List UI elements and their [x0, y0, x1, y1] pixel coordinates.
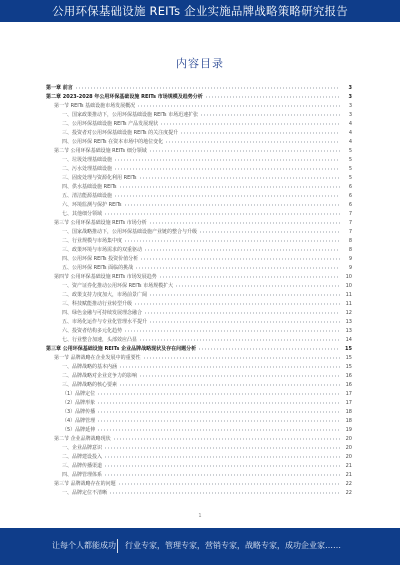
toc-entry[interactable]	[46, 489, 352, 497]
toc-leader-dots	[113, 438, 340, 440]
toc-entry[interactable]	[46, 165, 352, 173]
toc-entry-page: 6	[348, 202, 352, 208]
toc-entry-label: 四、公用环保 REITs 在资本市场中的地位变化	[62, 139, 164, 145]
toc-entry[interactable]	[46, 345, 352, 353]
toc-entry[interactable]	[46, 309, 352, 317]
toc-leader-dots	[75, 87, 340, 89]
toc-leader-dots	[139, 177, 340, 179]
toc-entry-page: 3	[348, 85, 352, 91]
toc-leader-dots	[165, 141, 340, 143]
toc-entry[interactable]	[46, 147, 352, 155]
toc-entry[interactable]	[46, 264, 352, 272]
toc-leader-dots	[134, 303, 340, 305]
toc-leader-dots	[114, 195, 340, 197]
toc-entry-label: 七、其他细分领域	[62, 211, 103, 217]
toc-leader-dots	[104, 213, 340, 215]
toc-heading: 内容目录	[176, 57, 224, 70]
toc-entry[interactable]	[46, 138, 352, 146]
toc-leader-dots	[199, 231, 340, 233]
toc-entry-page: 22	[345, 490, 352, 496]
toc-leader-dots	[175, 285, 340, 287]
toc-entry[interactable]	[46, 219, 352, 227]
toc-leader-dots	[144, 249, 340, 251]
toc-leader-dots	[124, 204, 340, 206]
toc-entry[interactable]	[46, 471, 352, 479]
toc-entry-label: 四、公用环保 REITs 投资价值分析	[62, 256, 139, 262]
toc-entry-label: 第二节 企业品牌战略现状	[54, 436, 111, 442]
toc-leader-dots	[140, 258, 340, 260]
toc-entry-page: 5	[348, 148, 352, 154]
toc-leader-dots	[135, 267, 340, 269]
toc-leader-dots	[144, 312, 340, 314]
toc-entry-page: 3	[348, 94, 352, 100]
report-title: 公用环保基础设施 REITs 企业实施品牌战略策略研究报告	[52, 4, 348, 18]
footer-slogan: 让每个人都能成功	[52, 541, 116, 550]
toc-entry-label: 七、行业整合加速，头部效应凸显	[62, 337, 138, 343]
toc-entry[interactable]	[46, 318, 352, 326]
toc-entry[interactable]	[46, 255, 352, 263]
toc-entry-page: 20	[345, 454, 352, 460]
toc-entry-label: 三、科技赋能推动行业转型升级	[62, 301, 133, 307]
toc-entry-label: 二、污水处理基础设施	[62, 166, 113, 172]
toc-entry-page: 4	[348, 139, 352, 145]
toc-entry-page: 3	[348, 103, 352, 109]
toc-entry-label: 第三节 品牌战略存在的问题	[54, 481, 116, 487]
footer-bar	[0, 528, 400, 565]
toc-entry-label: 三、品牌战略的核心要素	[62, 382, 118, 388]
toc-leader-dots	[200, 114, 340, 116]
toc-leader-dots	[180, 132, 340, 134]
toc-entry-label: 第三节 公用环保基础设施 REITs 市场分析	[54, 220, 147, 226]
toc-entry-label: 五、清洁能源基础设施	[62, 193, 113, 199]
toc-entry[interactable]	[46, 201, 352, 209]
toc-leader-dots	[149, 294, 340, 296]
toc-entry[interactable]	[46, 156, 352, 164]
footer-divider	[117, 539, 118, 553]
toc-entry-page: 13	[345, 328, 352, 334]
toc-entry[interactable]	[46, 399, 352, 407]
toc-entry-page: 16	[345, 382, 352, 388]
toc-leader-dots	[118, 483, 340, 485]
toc-entry-label: 一、品牌定位不清晰	[62, 490, 108, 496]
toc-entry-page: 21	[345, 472, 352, 478]
table-of-contents	[46, 84, 352, 504]
toc-entry[interactable]	[46, 111, 352, 119]
toc-entry-label: 第一节 品牌战略在企业发展中的重要性	[54, 355, 141, 361]
toc-entry-label: 第四节 公用环保基础设施 REITs 市场发展趋势	[54, 274, 157, 280]
toc-entry-page: 17	[345, 391, 352, 397]
toc-entry[interactable]	[46, 174, 352, 182]
toc-entry-label: 四、供水基础设施 REITs	[62, 184, 117, 190]
toc-entry-label: 四、绿色金融与可持续发展理念融合	[62, 310, 143, 316]
toc-leader-dots	[119, 186, 340, 188]
toc-entry-page: 8	[348, 247, 352, 253]
toc-entry-label: （1）品牌定位	[62, 391, 96, 397]
toc-entry[interactable]	[46, 480, 352, 488]
toc-entry-label: 二、行业规模与市场集中度	[62, 238, 123, 244]
header-bar	[0, 0, 400, 22]
toc-leader-dots	[97, 402, 340, 404]
toc-entry[interactable]	[46, 120, 352, 128]
toc-entry[interactable]	[46, 237, 352, 245]
toc-entry-label: 第二章 2023-2028 年公用环保基础设施 REITs 市场规模及趋势分析	[46, 94, 203, 100]
page-number: 1	[198, 513, 202, 519]
toc-entry[interactable]	[46, 435, 352, 443]
toc-entry-label: 三、固废处理与资源化利用 REITs	[62, 175, 137, 181]
toc-leader-dots	[119, 384, 340, 386]
toc-entry-label: 一、国家战略推动下，公用环保基础设施产业链的整合与升级	[62, 229, 198, 235]
toc-entry[interactable]	[46, 93, 352, 101]
toc-entry-page: 10	[345, 283, 352, 289]
toc-leader-dots	[104, 474, 340, 476]
toc-entry-page: 5	[348, 166, 352, 172]
toc-entry-page: 20	[345, 445, 352, 451]
toc-entry-page: 15	[345, 364, 352, 370]
toc-entry[interactable]	[46, 246, 352, 254]
toc-entry[interactable]	[46, 228, 352, 236]
toc-entry-page: 17	[345, 400, 352, 406]
toc-entry-label: 五、市场化运作与专业化管理水平提升	[62, 319, 148, 325]
toc-entry-label: 第一章 前言	[46, 85, 73, 91]
toc-leader-dots	[97, 411, 340, 413]
toc-entry-label: 一、品牌战略的基本内涵	[62, 364, 118, 370]
toc-entry-label: 二、公用环保基础设施 REITs 产品发展现状	[62, 121, 159, 127]
toc-leader-dots	[149, 222, 340, 224]
toc-entry-page: 4	[348, 121, 352, 127]
toc-entry[interactable]	[46, 183, 352, 191]
toc-entry[interactable]	[46, 300, 352, 308]
toc-entry-label: 六、环境监测与保护 REITs	[62, 202, 122, 208]
toc-entry-page: 18	[345, 409, 352, 415]
toc-leader-dots	[137, 105, 340, 107]
toc-entry-page: 7	[348, 229, 352, 235]
toc-entry-label: （3）品牌传播	[62, 409, 96, 415]
toc-leader-dots	[124, 330, 340, 332]
toc-entry[interactable]	[46, 84, 352, 92]
toc-entry-label: 二、品牌战略对企业竞争力的影响	[62, 373, 138, 379]
toc-entry[interactable]	[46, 192, 352, 200]
toc-entry[interactable]	[46, 291, 352, 299]
toc-entry-page: 14	[345, 337, 352, 343]
toc-entry-label: 三、政策环境与市场需求的双重驱动	[62, 247, 143, 253]
toc-leader-dots	[97, 420, 340, 422]
toc-entry-label: 三、品牌传播渠道	[62, 463, 103, 469]
toc-entry-label: 一、国家政策推动下，公用环保基础设施 REITs 市场迅速扩张	[62, 112, 199, 118]
toc-entry[interactable]	[46, 336, 352, 344]
toc-entry-label: （2）品牌形象	[62, 400, 96, 406]
toc-leader-dots	[159, 276, 340, 278]
toc-leader-dots	[114, 168, 340, 170]
toc-entry-page: 12	[345, 310, 352, 316]
toc-entry[interactable]	[46, 417, 352, 425]
toc-entry-label: 一、垃圾处理基础设施	[62, 157, 113, 163]
toc-leader-dots	[119, 366, 340, 368]
toc-entry-page: 11	[345, 301, 352, 307]
toc-entry-label: 一、资产证券化推动公用环保 REITs 市场规模扩大	[62, 283, 174, 289]
toc-entry[interactable]	[46, 372, 352, 380]
toc-entry-page: 7	[348, 220, 352, 226]
toc-entry-page: 10	[345, 274, 352, 280]
toc-entry-page: 3	[348, 112, 352, 118]
toc-entry-label: 五、公用环保 REITs 面临的挑战	[62, 265, 134, 271]
toc-leader-dots	[109, 492, 340, 494]
toc-leader-dots	[124, 240, 340, 242]
toc-leader-dots	[139, 375, 340, 377]
toc-entry-page: 13	[345, 319, 352, 325]
toc-entry-page: 6	[348, 193, 352, 199]
toc-entry-page: 19	[345, 427, 352, 433]
toc-entry-page: 6	[348, 184, 352, 190]
toc-entry-page: 18	[345, 418, 352, 424]
toc-leader-dots	[143, 357, 340, 359]
toc-entry[interactable]	[46, 102, 352, 110]
toc-entry-page: 7	[348, 211, 352, 217]
toc-entry-page: 11	[345, 292, 352, 298]
toc-entry-page: 8	[348, 238, 352, 244]
toc-entry-page: 15	[345, 346, 352, 352]
toc-entry-label: 二、品牌建设投入	[62, 454, 103, 460]
toc-leader-dots	[104, 447, 340, 449]
toc-leader-dots	[97, 393, 340, 395]
toc-entry[interactable]	[46, 363, 352, 371]
toc-entry[interactable]	[46, 381, 352, 389]
toc-entry[interactable]	[46, 327, 352, 335]
toc-entry-page: 9	[348, 265, 352, 271]
toc-entry-page: 16	[345, 373, 352, 379]
toc-leader-dots	[160, 123, 340, 125]
toc-leader-dots	[114, 159, 340, 161]
toc-entry-page: 5	[348, 157, 352, 163]
toc-entry-label: 第二节 公用环保基础设施 REITs 细分领域	[54, 148, 147, 154]
toc-leader-dots	[149, 321, 340, 323]
toc-entry[interactable]	[46, 444, 352, 452]
toc-entry-page: 20	[345, 436, 352, 442]
toc-entry-page: 22	[345, 481, 352, 487]
toc-entry[interactable]	[46, 210, 352, 218]
toc-leader-dots	[97, 429, 340, 431]
toc-entry-label: 四、品牌管理体系	[62, 472, 103, 478]
toc-leader-dots	[139, 339, 340, 341]
toc-leader-dots	[104, 456, 340, 458]
toc-entry-label: 二、政策支持力度加大，市场前景广阔	[62, 292, 148, 298]
toc-leader-dots	[198, 348, 340, 350]
toc-entry-label: （4）品牌管理	[62, 418, 96, 424]
toc-entry[interactable]	[46, 426, 352, 434]
toc-entry-label: 三、投资者对公用环保基础设施 REITs 的关注度提升	[62, 130, 179, 136]
toc-entry[interactable]	[46, 408, 352, 416]
footer-experts: 行业专家，管理专家，营销专家，战略专家，成功企业家……	[125, 541, 341, 550]
toc-leader-dots	[205, 96, 340, 98]
toc-entry[interactable]	[46, 354, 352, 362]
toc-entry-page: 4	[348, 130, 352, 136]
toc-entry-label: 第一节 REITs 基础设施市场发展概况	[54, 103, 136, 109]
toc-entry-page: 21	[345, 463, 352, 469]
toc-entry[interactable]	[46, 462, 352, 470]
toc-entry-label: 六、投资者结构多元化趋势	[62, 328, 123, 334]
toc-entry-label: （5）品牌延伸	[62, 427, 96, 433]
toc-entry[interactable]	[46, 390, 352, 398]
toc-entry-page: 9	[348, 256, 352, 262]
toc-entry-page: 15	[345, 355, 352, 361]
toc-entry[interactable]	[46, 273, 352, 281]
toc-entry-label: 第三章 公用环保基础设施 REITs 企业品牌战略现状及存在问题分析	[46, 346, 197, 352]
toc-leader-dots	[149, 150, 340, 152]
toc-entry[interactable]	[46, 453, 352, 461]
toc-entry-label: 一、企业品牌意识	[62, 445, 103, 451]
toc-leader-dots	[104, 465, 340, 467]
toc-entry-page: 5	[348, 175, 352, 181]
toc-entry[interactable]	[46, 282, 352, 290]
toc-entry[interactable]	[46, 129, 352, 137]
